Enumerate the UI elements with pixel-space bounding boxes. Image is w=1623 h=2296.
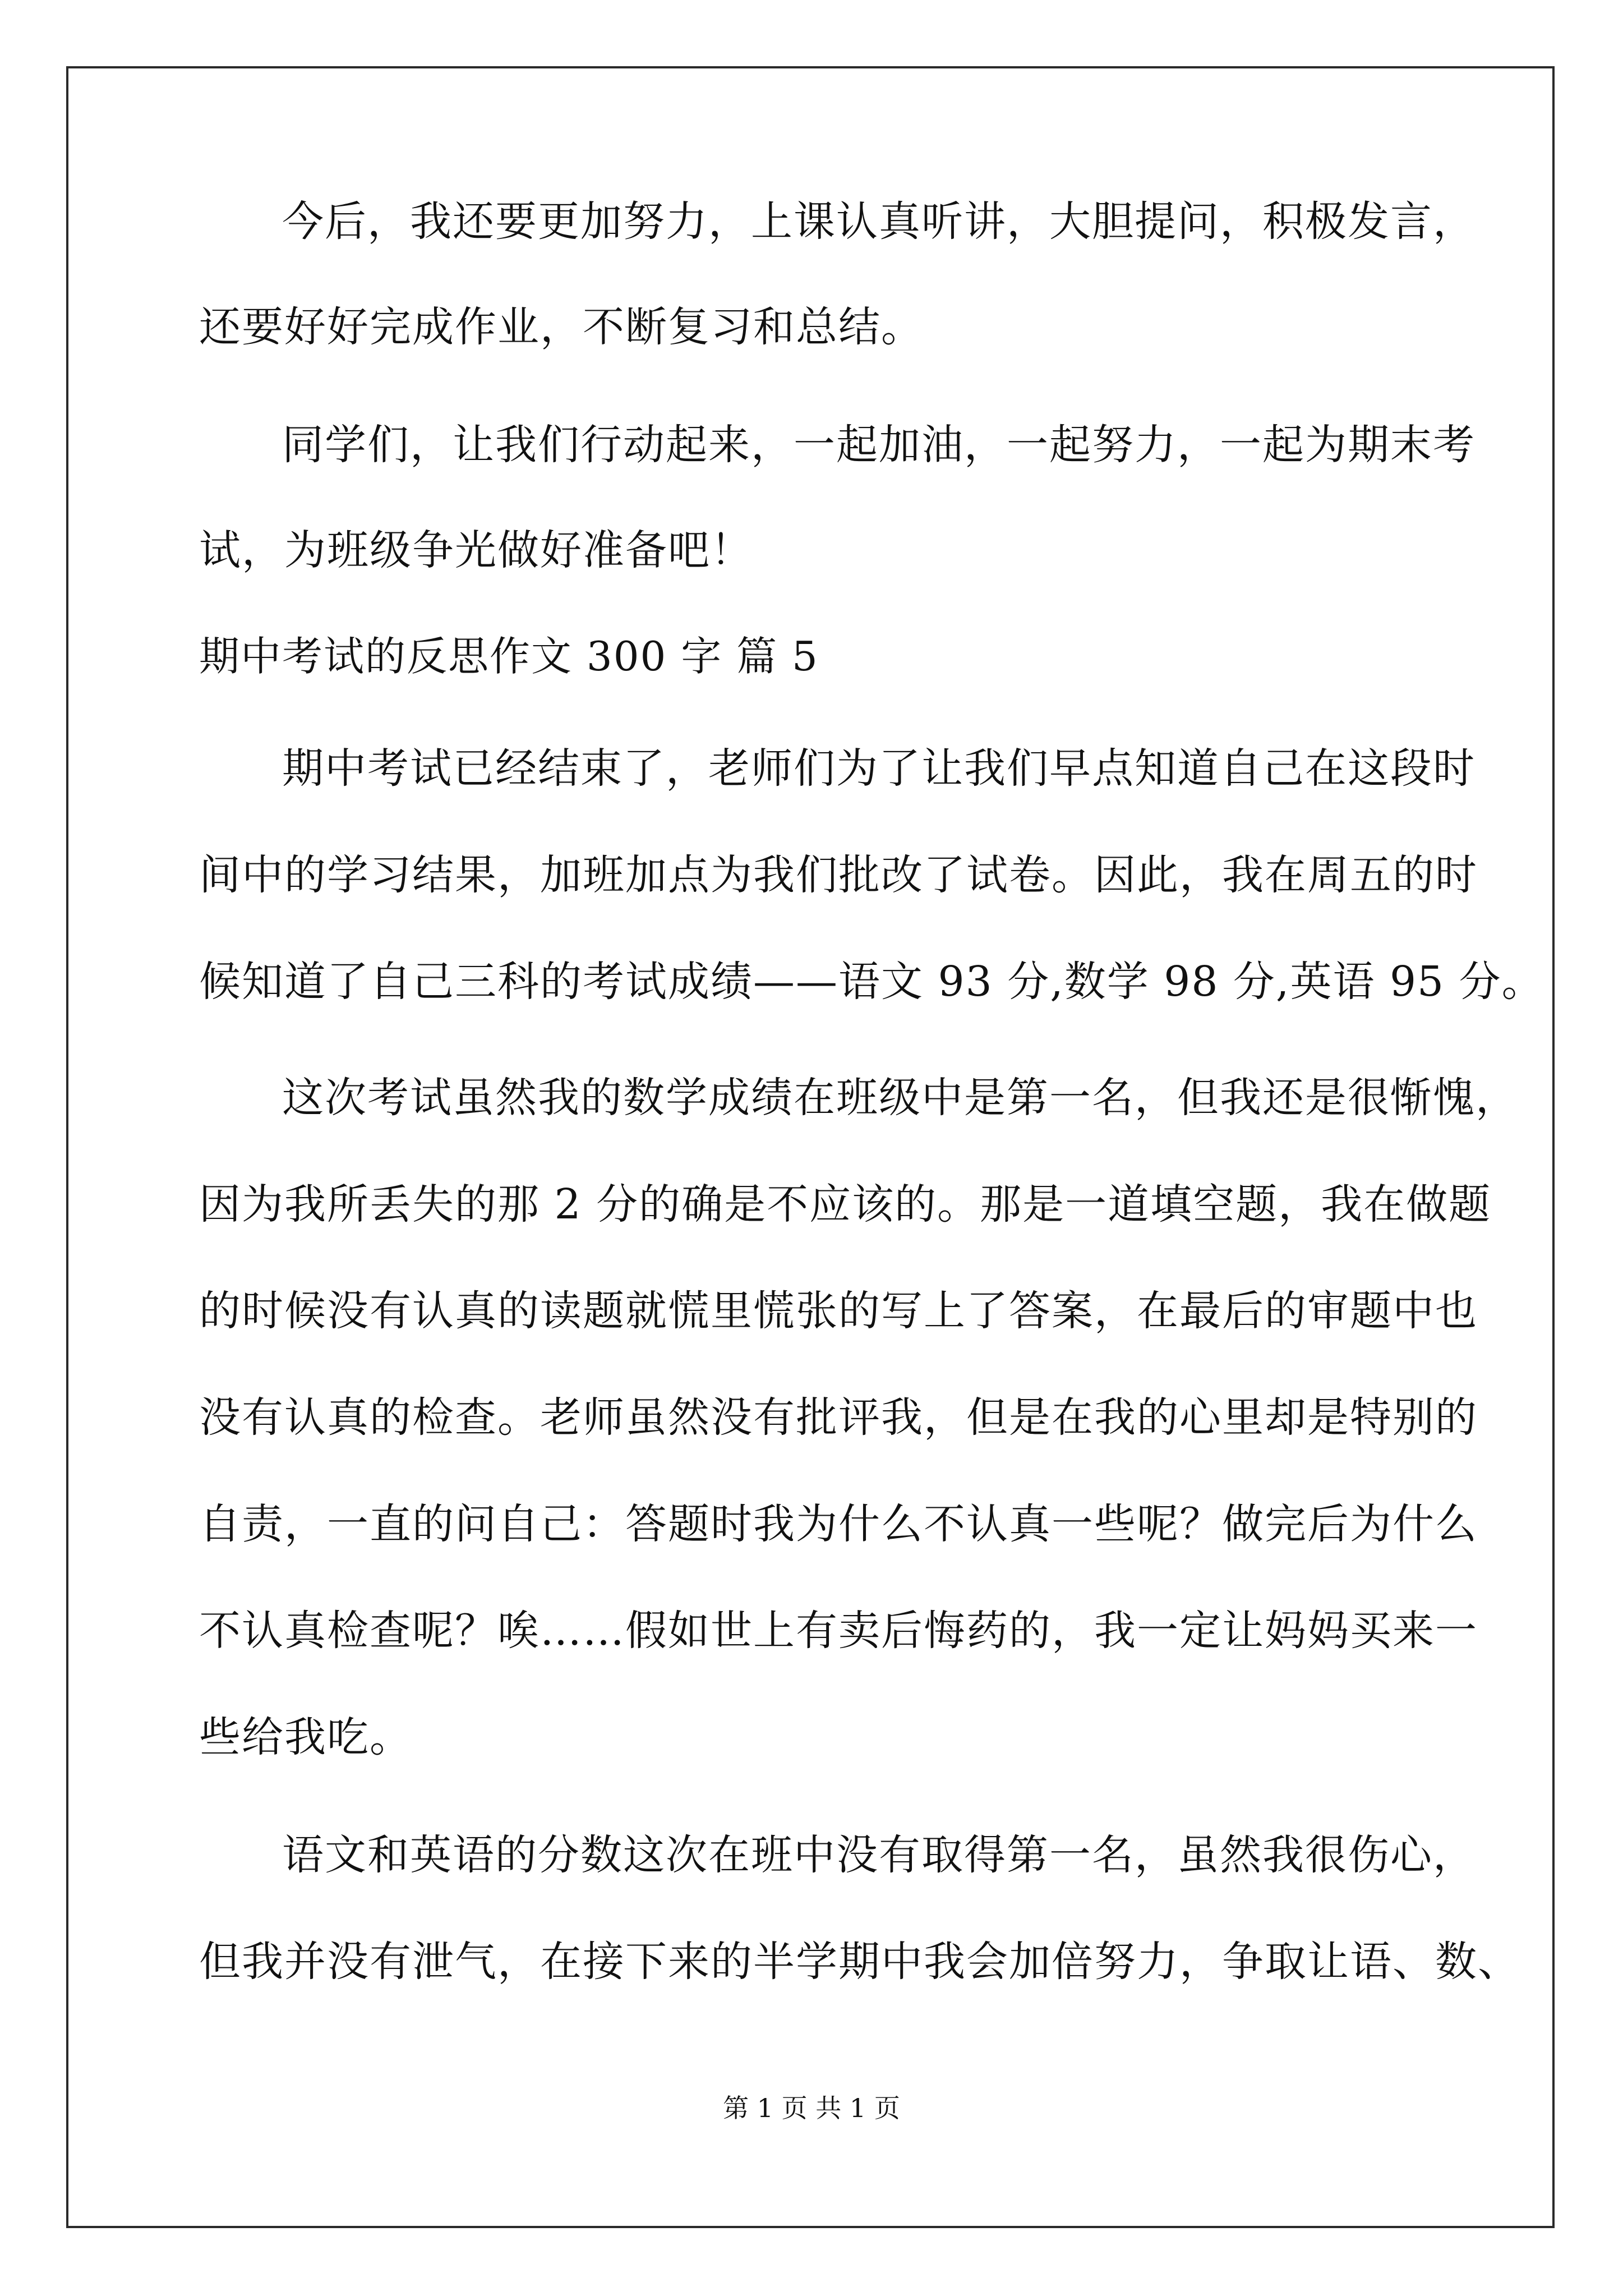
paragraph-line: 没有认真的检查。老师虽然没有批评我，但是在我的心里却是特别的: [199, 1393, 1478, 1442]
paragraph-line: 这次考试虽然我的数学成绩在班级中是第一名，但我还是很惭愧，: [282, 1074, 1518, 1122]
paragraph-line: 自责，一直的问自己：答题时我为什么不认真一些呢？做完后为什么: [199, 1500, 1478, 1548]
page-border: [66, 66, 1555, 2228]
paragraph-line: 间中的学习结果，加班加点为我们批改了试卷。因此，我在周五的时: [199, 851, 1478, 899]
paragraph-line: 期中考试已经结束了，老师们为了让我们早点知道自己在这段时: [282, 744, 1476, 793]
paragraph-line: 的时候没有认真的读题就慌里慌张的写上了答案，在最后的审题中也: [199, 1287, 1478, 1335]
page-footer: 第 1 页 共 1 页: [723, 2093, 900, 2123]
paragraph-line: 试，为班级争光做好准备吧！: [199, 526, 753, 574]
paragraph-line: 些给我吃。: [199, 1713, 412, 1761]
paragraph-line: 但我并没有泄气，在接下来的半学期中我会加倍努力，争取让语、数、: [199, 1938, 1520, 1986]
paragraph-line: 同学们，让我们行动起来，一起加油，一起努力，一起为期末考: [282, 421, 1476, 469]
paragraph-line: 候知道了自己三科的考试成绩——语文 93 分,数学 98 分,英语 95 分。: [199, 958, 1544, 1006]
section-heading: 期中考试的反思作文 300 字 篇 5: [199, 633, 819, 680]
paragraph-line: 不认真检查呢？唉……假如世上有卖后悔药的，我一定让妈妈买来一: [199, 1607, 1478, 1655]
paragraph-line: 今后，我还要更加努力，上课认真听讲，大胆提问，积极发言，: [282, 197, 1476, 246]
paragraph-line: 语文和英语的分数这次在班中没有取得第一名，虽然我很伤心，: [282, 1831, 1476, 1879]
paragraph-line: 还要好好完成作业，不断复习和总结。: [199, 303, 924, 351]
paragraph-line: 因为我所丢失的那 2 分的确是不应该的。那是一道填空题，我在做题: [199, 1180, 1492, 1228]
